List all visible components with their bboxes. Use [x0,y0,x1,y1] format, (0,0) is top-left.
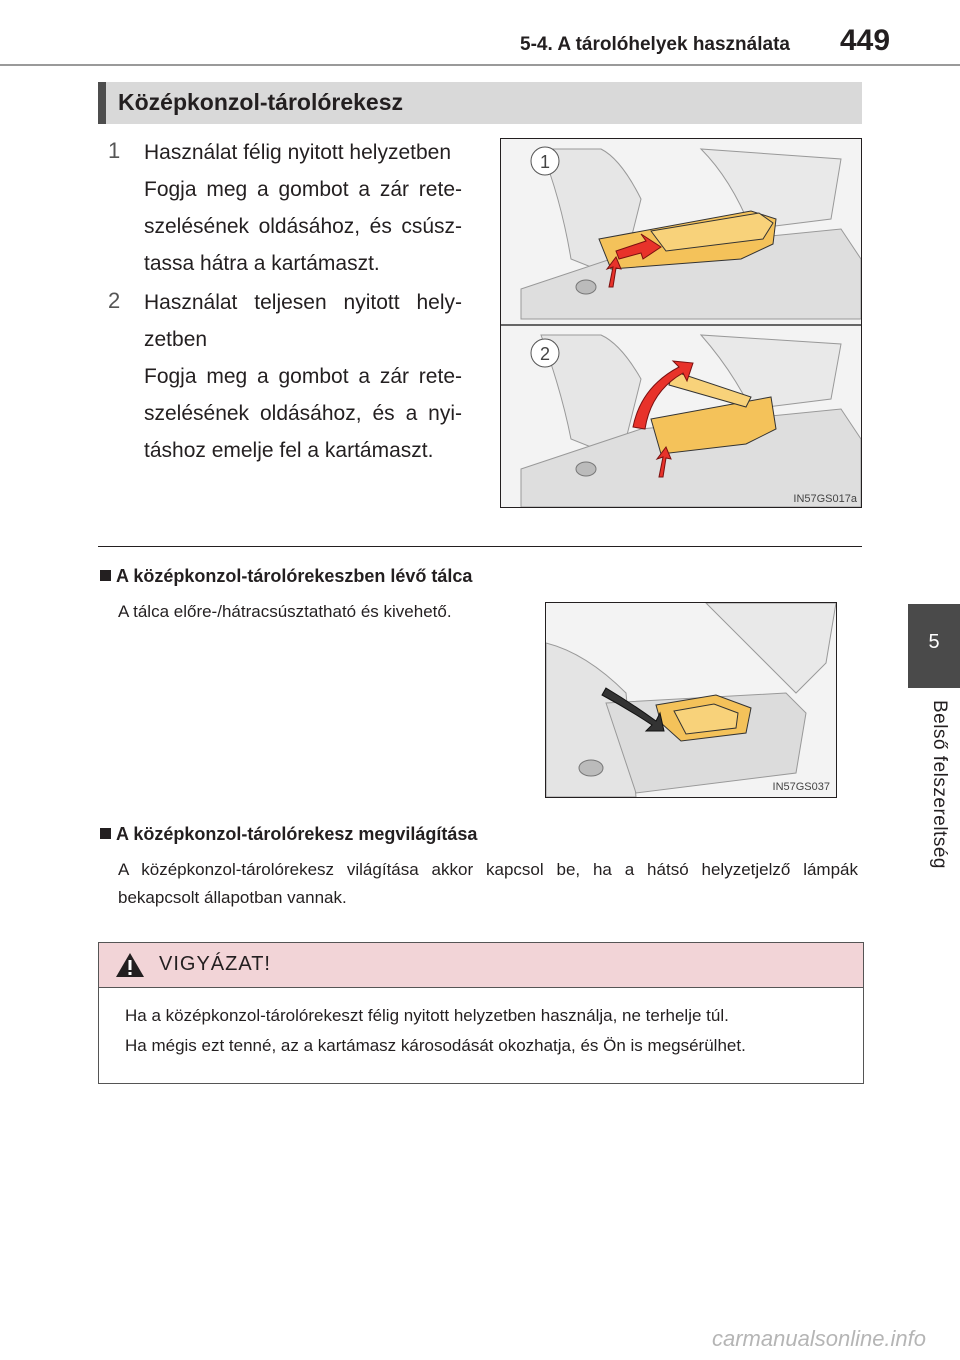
section-divider [98,546,862,547]
lighting-heading [100,824,477,845]
chapter-title: Belső felszereltség [929,700,950,869]
watermark: carmanualsonline.info [712,1326,927,1351]
tray-drawing [546,603,836,797]
section-title: Középkonzol-tárolórekesz [118,89,403,115]
warning-box [98,942,864,1084]
item-2-heading: Használat teljesen nyitott hely-zetben [144,291,462,351]
warning-line-2: Ha mégis ezt tenné, az a kartámasz károsodását okozhatja, és Ön is megsérülhet. [125,1036,746,1055]
bullet-square [100,570,111,581]
warning-text [125,1001,853,1061]
section-header-bar [98,82,106,124]
armrest-drawing [501,139,861,507]
armrest-illustration [500,138,862,508]
warning-line-1: Ha a középkonzol-tárolórekeszt félig nyitott helyzetben használja, ne terhelje túl. [125,1006,729,1025]
header-rule [0,64,960,66]
lighting-text: A középkonzol-tárolórekesz világítása akkor kapcsol be, ha a hátsó helyzetjelző lámpák bekapcsolt állapotban vannak. [118,860,858,907]
warning-header [99,943,863,988]
tray-figure-code: IN57GS037 [772,781,830,793]
item-1-text: Fogja meg a gombot a zár rete-szelésének oldásához, és csúsz-tassa hátra a kartámaszt. [144,178,462,275]
item-2-text: Fogja meg a gombot a zár rete-szelésének oldásához, és a nyi-táshoz emelje fel a kartámaszt. [144,365,462,462]
chapter-tab: 5 [908,604,960,688]
running-header: 5-4. A tárolóhelyek használata [520,34,790,55]
warning-triangle-icon [115,952,145,978]
item-number-1: 1 [108,138,121,163]
bullet-square [100,828,111,839]
tray-text: A tálca előre-/hátracsúsztatható és kivehető. [118,602,452,621]
item-1-heading: Használat félig nyitott helyzetben [144,141,452,164]
section-header [98,82,862,124]
tray-heading-text: A középkonzol-tárolórekeszben lévő tálca [116,566,473,586]
tray-illustration [545,602,837,798]
item-number-2: 2 [108,288,121,313]
warning-title: VIGYÁZAT! [159,953,271,975]
tray-heading [100,566,472,587]
page-number: 449 [840,24,891,57]
lighting-heading-text: A középkonzol-tárolórekesz megvilágítása [116,824,478,844]
callout-2: 2 [539,344,551,364]
figure-code: IN57GS017a [793,493,857,505]
callout-1: 1 [539,152,551,172]
